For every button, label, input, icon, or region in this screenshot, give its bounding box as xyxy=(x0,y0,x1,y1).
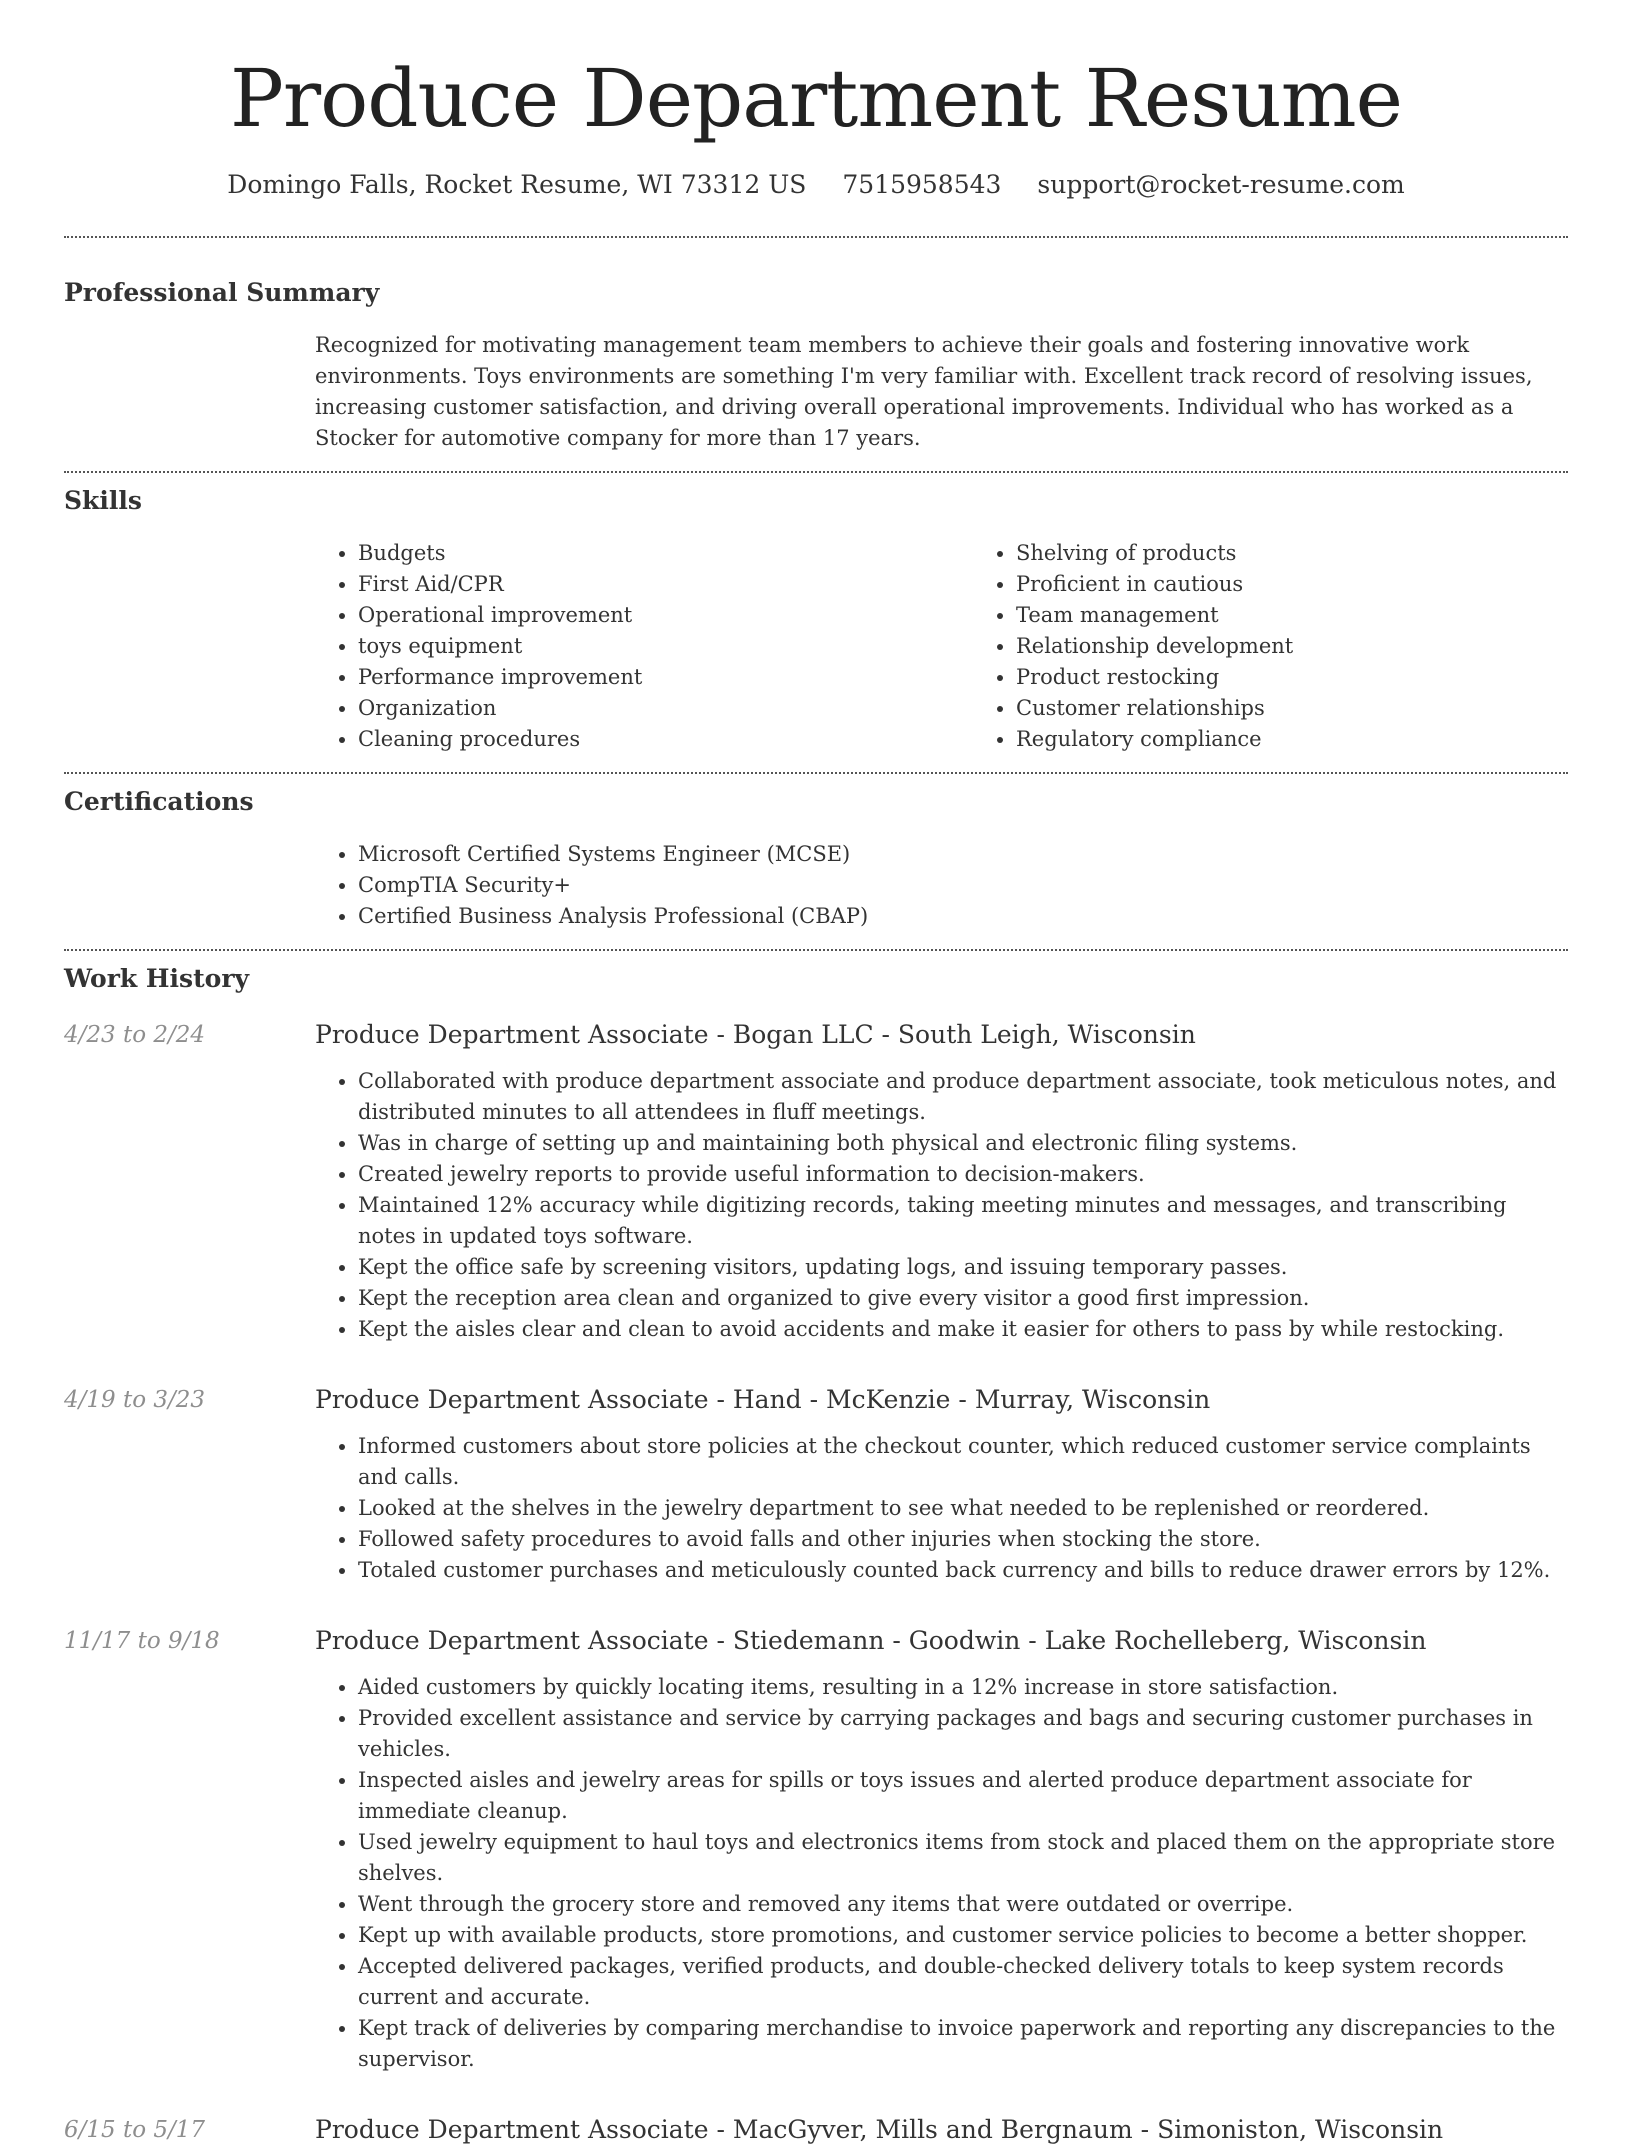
job-entry xyxy=(64,1383,1568,1586)
skill-item: • Product restocking xyxy=(1016,662,1568,693)
skills-list-right xyxy=(973,538,1568,755)
job-bullet: • Aided customers by quickly locating items, resulting in a 12% increase in store satisfaction. xyxy=(358,1672,1568,1703)
job-bullet: • Kept up with available products, store promotions, and customer service policies to become a better shopper. xyxy=(358,1920,1568,1951)
skills-list-left xyxy=(315,538,973,755)
skill-item: • Relationship development xyxy=(1016,631,1568,662)
skill-item: • Performance improvement xyxy=(358,662,973,693)
job-bullet: • Created jewelry reports to provide useful information to decision-makers. xyxy=(358,1159,1568,1190)
job-title: Produce Department Associate - Stiedemann - Goodwin - Lake Rochelleberg, Wisconsin xyxy=(315,1626,1427,1655)
job-title: Produce Department Associate - Hand - McKenzie - Murray, Wisconsin xyxy=(315,1385,1211,1414)
job-bullet: • Looked at the shelves in the jewelry department to see what needed to be replenished or reordered. xyxy=(358,1493,1568,1524)
section-heading-work-history: Work History xyxy=(64,964,250,993)
skill-item: • Organization xyxy=(358,693,973,724)
certifications-section xyxy=(64,774,1568,932)
skill-item: • Team management xyxy=(1016,600,1568,631)
work-history-section xyxy=(64,951,1568,2147)
job-bullet: • Accepted delivered packages, verified products, and double-checked delivery totals to keep system records current and accurate. xyxy=(358,1951,1568,2013)
certifications-list xyxy=(315,839,1568,932)
certifications-content xyxy=(315,839,1568,932)
job-bullet: • Followed safety procedures to avoid falls and other injuries when stocking the store. xyxy=(358,1524,1568,1555)
certification-item: • Certified Business Analysis Professional (CBAP) xyxy=(358,901,1568,932)
job-bullet: • Kept track of deliveries by comparing merchandise to invoice paperwork and reporting any discrepancies to the supervisor. xyxy=(358,2013,1568,2075)
skill-item: • Proficient in cautious xyxy=(1016,569,1568,600)
skill-item: • Shelving of products xyxy=(1016,538,1568,569)
job-dates: 4/23 to 2/24 xyxy=(64,1022,206,1048)
contact-line xyxy=(64,168,1568,202)
job-bullet: • Totaled customer purchases and meticulously counted back currency and bills to reduce drawer errors by 12%. xyxy=(358,1555,1568,1586)
job-bullet: • Kept the aisles clear and clean to avoid accidents and make it easier for others to pass by while restocking. xyxy=(358,1314,1568,1345)
skills-grid xyxy=(315,538,1568,755)
skill-item: • Cleaning procedures xyxy=(358,724,973,755)
skill-item: • Budgets xyxy=(358,538,973,569)
skill-item: • First Aid/CPR xyxy=(358,569,973,600)
skills-section xyxy=(64,473,1568,755)
contact-phone: 7515958543 xyxy=(842,170,1002,199)
job-bullets xyxy=(315,1672,1568,2075)
job-bullet: • Kept the office safe by screening visitors, updating logs, and issuing temporary passes. xyxy=(358,1252,1568,1283)
certification-item: • CompTIA Security+ xyxy=(358,870,1568,901)
skill-item: • Operational improvement xyxy=(358,600,973,631)
summary-text: Recognized for motivating management team members to achieve their goals and fostering innovative work environments. Toys environments are something I'm very familiar with. Excellent track record of resolving issues, increasing customer satisfaction, and driving overall operational improvements. Individual who has worked as a Stocker for automotive company for more than 17 years. xyxy=(315,333,1533,450)
job-dates: 4/19 to 3/23 xyxy=(64,1387,206,1413)
job-bullet: • Used jewelry equipment to haul toys and electronics items from stock and placed them on the appropriate store shelves. xyxy=(358,1827,1568,1889)
job-details xyxy=(315,1624,1568,2075)
job-title: Produce Department Associate - Bogan LLC - South Leigh, Wisconsin xyxy=(315,1020,1196,1049)
section-heading-summary: Professional Summary xyxy=(64,278,380,307)
job-details xyxy=(315,1018,1568,1345)
resume-title: Produce Department Resume xyxy=(230,52,1402,145)
job-entry xyxy=(64,1018,1568,1345)
contact-email: support@rocket-resume.com xyxy=(1037,170,1405,199)
job-entry xyxy=(64,2113,1568,2147)
summary-section xyxy=(64,238,1568,454)
job-title: Produce Department Associate - MacGyver, Mills and Bergnaum - Simoniston, Wisconsin xyxy=(315,2115,1444,2144)
contact-address: Domingo Falls, Rocket Resume, WI 73312 US xyxy=(227,170,807,199)
skill-item: • Customer relationships xyxy=(1016,693,1568,724)
skill-item: • Regulatory compliance xyxy=(1016,724,1568,755)
job-bullets xyxy=(315,1431,1568,1586)
job-details xyxy=(315,2113,1568,2147)
section-heading-skills: Skills xyxy=(64,486,142,515)
summary-content xyxy=(315,330,1568,454)
job-bullets xyxy=(315,1066,1568,1345)
job-dates: 6/15 to 5/17 xyxy=(64,2117,206,2143)
job-bullet: • Collaborated with produce department associate and produce department associate, took meticulous notes, and distributed minutes to all attendees in fluff meetings. xyxy=(358,1066,1568,1128)
section-heading-certifications: Certifications xyxy=(64,787,254,816)
job-details xyxy=(315,1383,1568,1586)
job-entry xyxy=(64,1624,1568,2075)
job-bullet: • Kept the reception area clean and organized to give every visitor a good first impression. xyxy=(358,1283,1568,1314)
job-bullet: • Went through the grocery store and removed any items that were outdated or overripe. xyxy=(358,1889,1568,1920)
skill-item: • toys equipment xyxy=(358,631,973,662)
job-bullet: • Was in charge of setting up and maintaining both physical and electronic filing systems. xyxy=(358,1128,1568,1159)
job-bullet: • Maintained 12% accuracy while digitizing records, taking meeting minutes and messages, and transcribing notes in updated toys software. xyxy=(358,1190,1568,1252)
job-bullet: • Provided excellent assistance and service by carrying packages and bags and securing customer purchases in vehicles. xyxy=(358,1703,1568,1765)
job-bullet: • Informed customers about store policies at the checkout counter, which reduced customer service complaints and calls. xyxy=(358,1431,1568,1493)
certification-item: • Microsoft Certified Systems Engineer (MCSE) xyxy=(358,839,1568,870)
job-bullet: • Inspected aisles and jewelry areas for spills or toys issues and alerted produce department associate for immediate cleanup. xyxy=(358,1765,1568,1827)
job-dates: 11/17 to 9/18 xyxy=(64,1628,220,1654)
